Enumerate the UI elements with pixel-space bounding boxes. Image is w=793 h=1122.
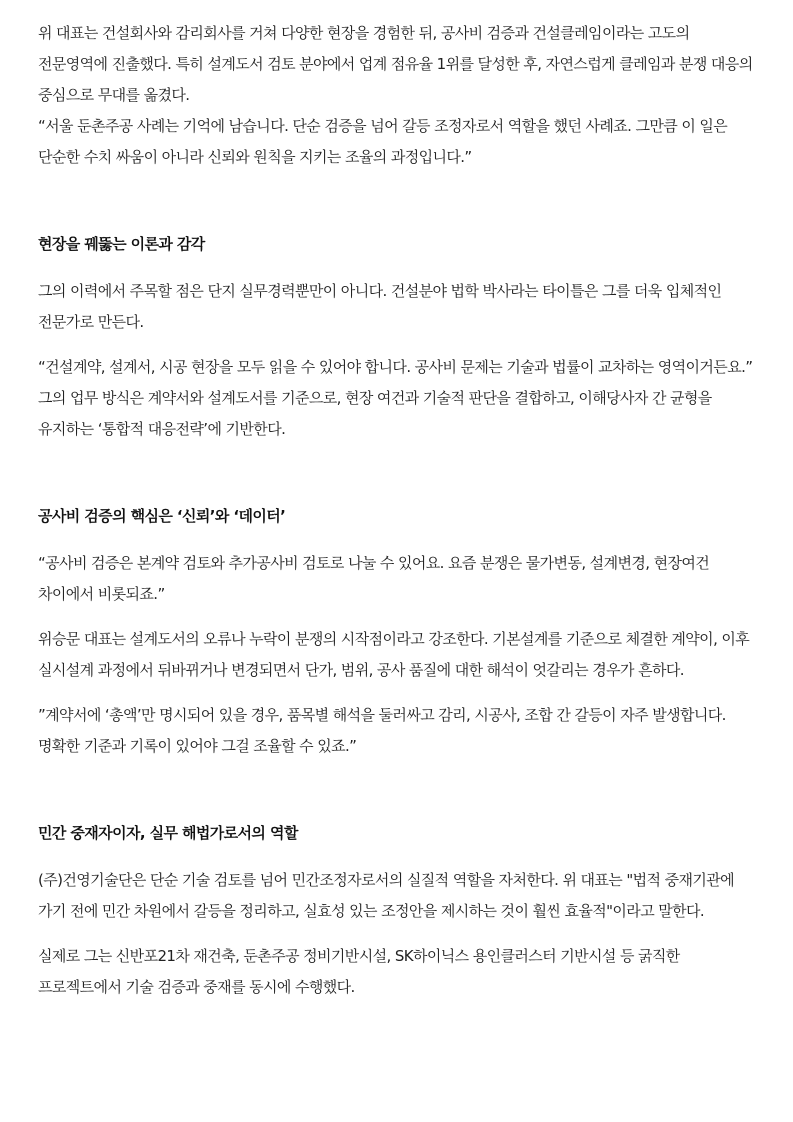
intro-paragraph: 위 대표는 건설회사와 감리회사를 거쳐 다양한 현장을 경험한 뒤, 공사비 검증과 건설클레임이라는 고도의 전문영역에 진출했다. 특히 설계도서 검토 분야에서 업계 점유율 1위를 달성한 후, 자연스럽게 클레임과 분쟁 대응의 중심으로 무대를 옮겼다. [38,24,753,104]
section3-paragraph-1: (주)건영기술단은 단순 기술 검토를 넘어 민간조정자로서의 실질적 역할을 자처한다. 위 대표는 "법적 중재기관에 가기 전에 민간 차원에서 갈등을 정리하고, 실효성 있는 조정안을 제시하는 것이 훨씬 효율적"이라고 말한다. [38,871,735,920]
section-spacer [38,762,755,818]
paragraph-spacer [38,610,755,624]
heading-spacer [38,532,755,548]
section-spacer [38,173,755,229]
section-spacer [38,445,755,501]
section1-paragraph-2: “건설계약, 설계서, 시공 현장을 모두 읽을 수 있어야 합니다. 공사비 문제는 기술과 법률이 교차하는 영역이거든요.” 그의 업무 방식은 계약서와 설계도서를 기준으로, 현장 여건과 기술적 판단을 결합하고, 이해당사자 간 균형을 유지하는 ‘통합적 대응전략’에 기반한다. [38,358,753,438]
paragraph-spacer [38,338,755,352]
heading-spacer [38,849,755,865]
heading-spacer [38,260,755,276]
section-heading-theory: 현장을 꿰뚫는 이론과 감각 [38,235,205,253]
section3-paragraph-2: 실제로 그는 신반포21차 재건축, 둔촌주공 정비기반시설, SK하이닉스 용인클러스터 기반시설 등 굵직한 프로젝트에서 기술 검증과 중재를 동시에 수행했다. [38,947,680,996]
section2-paragraph-1: “공사비 검증은 본계약 검토와 추가공사비 검토로 나눌 수 있어요. 요즘 분쟁은 물가변동, 설계변경, 현장여건 차이에서 비롯되죠.” [38,554,710,603]
section-heading-verification: 공사비 검증의 핵심은 ‘신뢰’와 ‘데이터’ [38,507,286,525]
section2-paragraph-3: ”계약서에 ‘총액’만 명시되어 있을 경우, 품목별 해석을 둘러싸고 감리, 시공사, 조합 간 갈등이 자주 발생합니다. 명확한 기준과 기록이 있어야 그걸 조율할 수 있죠.” [38,706,726,755]
section1-paragraph-1: 그의 이력에서 주목할 점은 단지 실무경력뿐만이 아니다. 건설분야 법학 박사라는 타이틀은 그를 더욱 입체적인 전문가로 만든다. [38,282,722,331]
paragraph-spacer [38,927,755,941]
section2-paragraph-2: 위승문 대표는 설계도서의 오류나 누락이 분쟁의 시작점이라고 강조한다. 기본설계를 기준으로 체결한 계약이, 이후 실시설계 과정에서 뒤바뀌거나 변경되면서 단가, 범위, 공사 품질에 대한 해석이 엇갈리는 경우가 흔하다. [38,630,750,679]
section-heading-mediator: 민간 중재자이자, 실무 해법가로서의 역할 [38,824,298,842]
intro-quote: “서울 둔촌주공 사례는 기억에 남습니다. 단순 검증을 넘어 갈등 조정자로서 역할을 했던 사례죠. 그만큼 이 일은 단순한 수치 싸움이 아니라 신뢰와 원칙을 지키는 조율의 과정입니다.” [38,117,728,166]
paragraph-spacer [38,686,755,700]
